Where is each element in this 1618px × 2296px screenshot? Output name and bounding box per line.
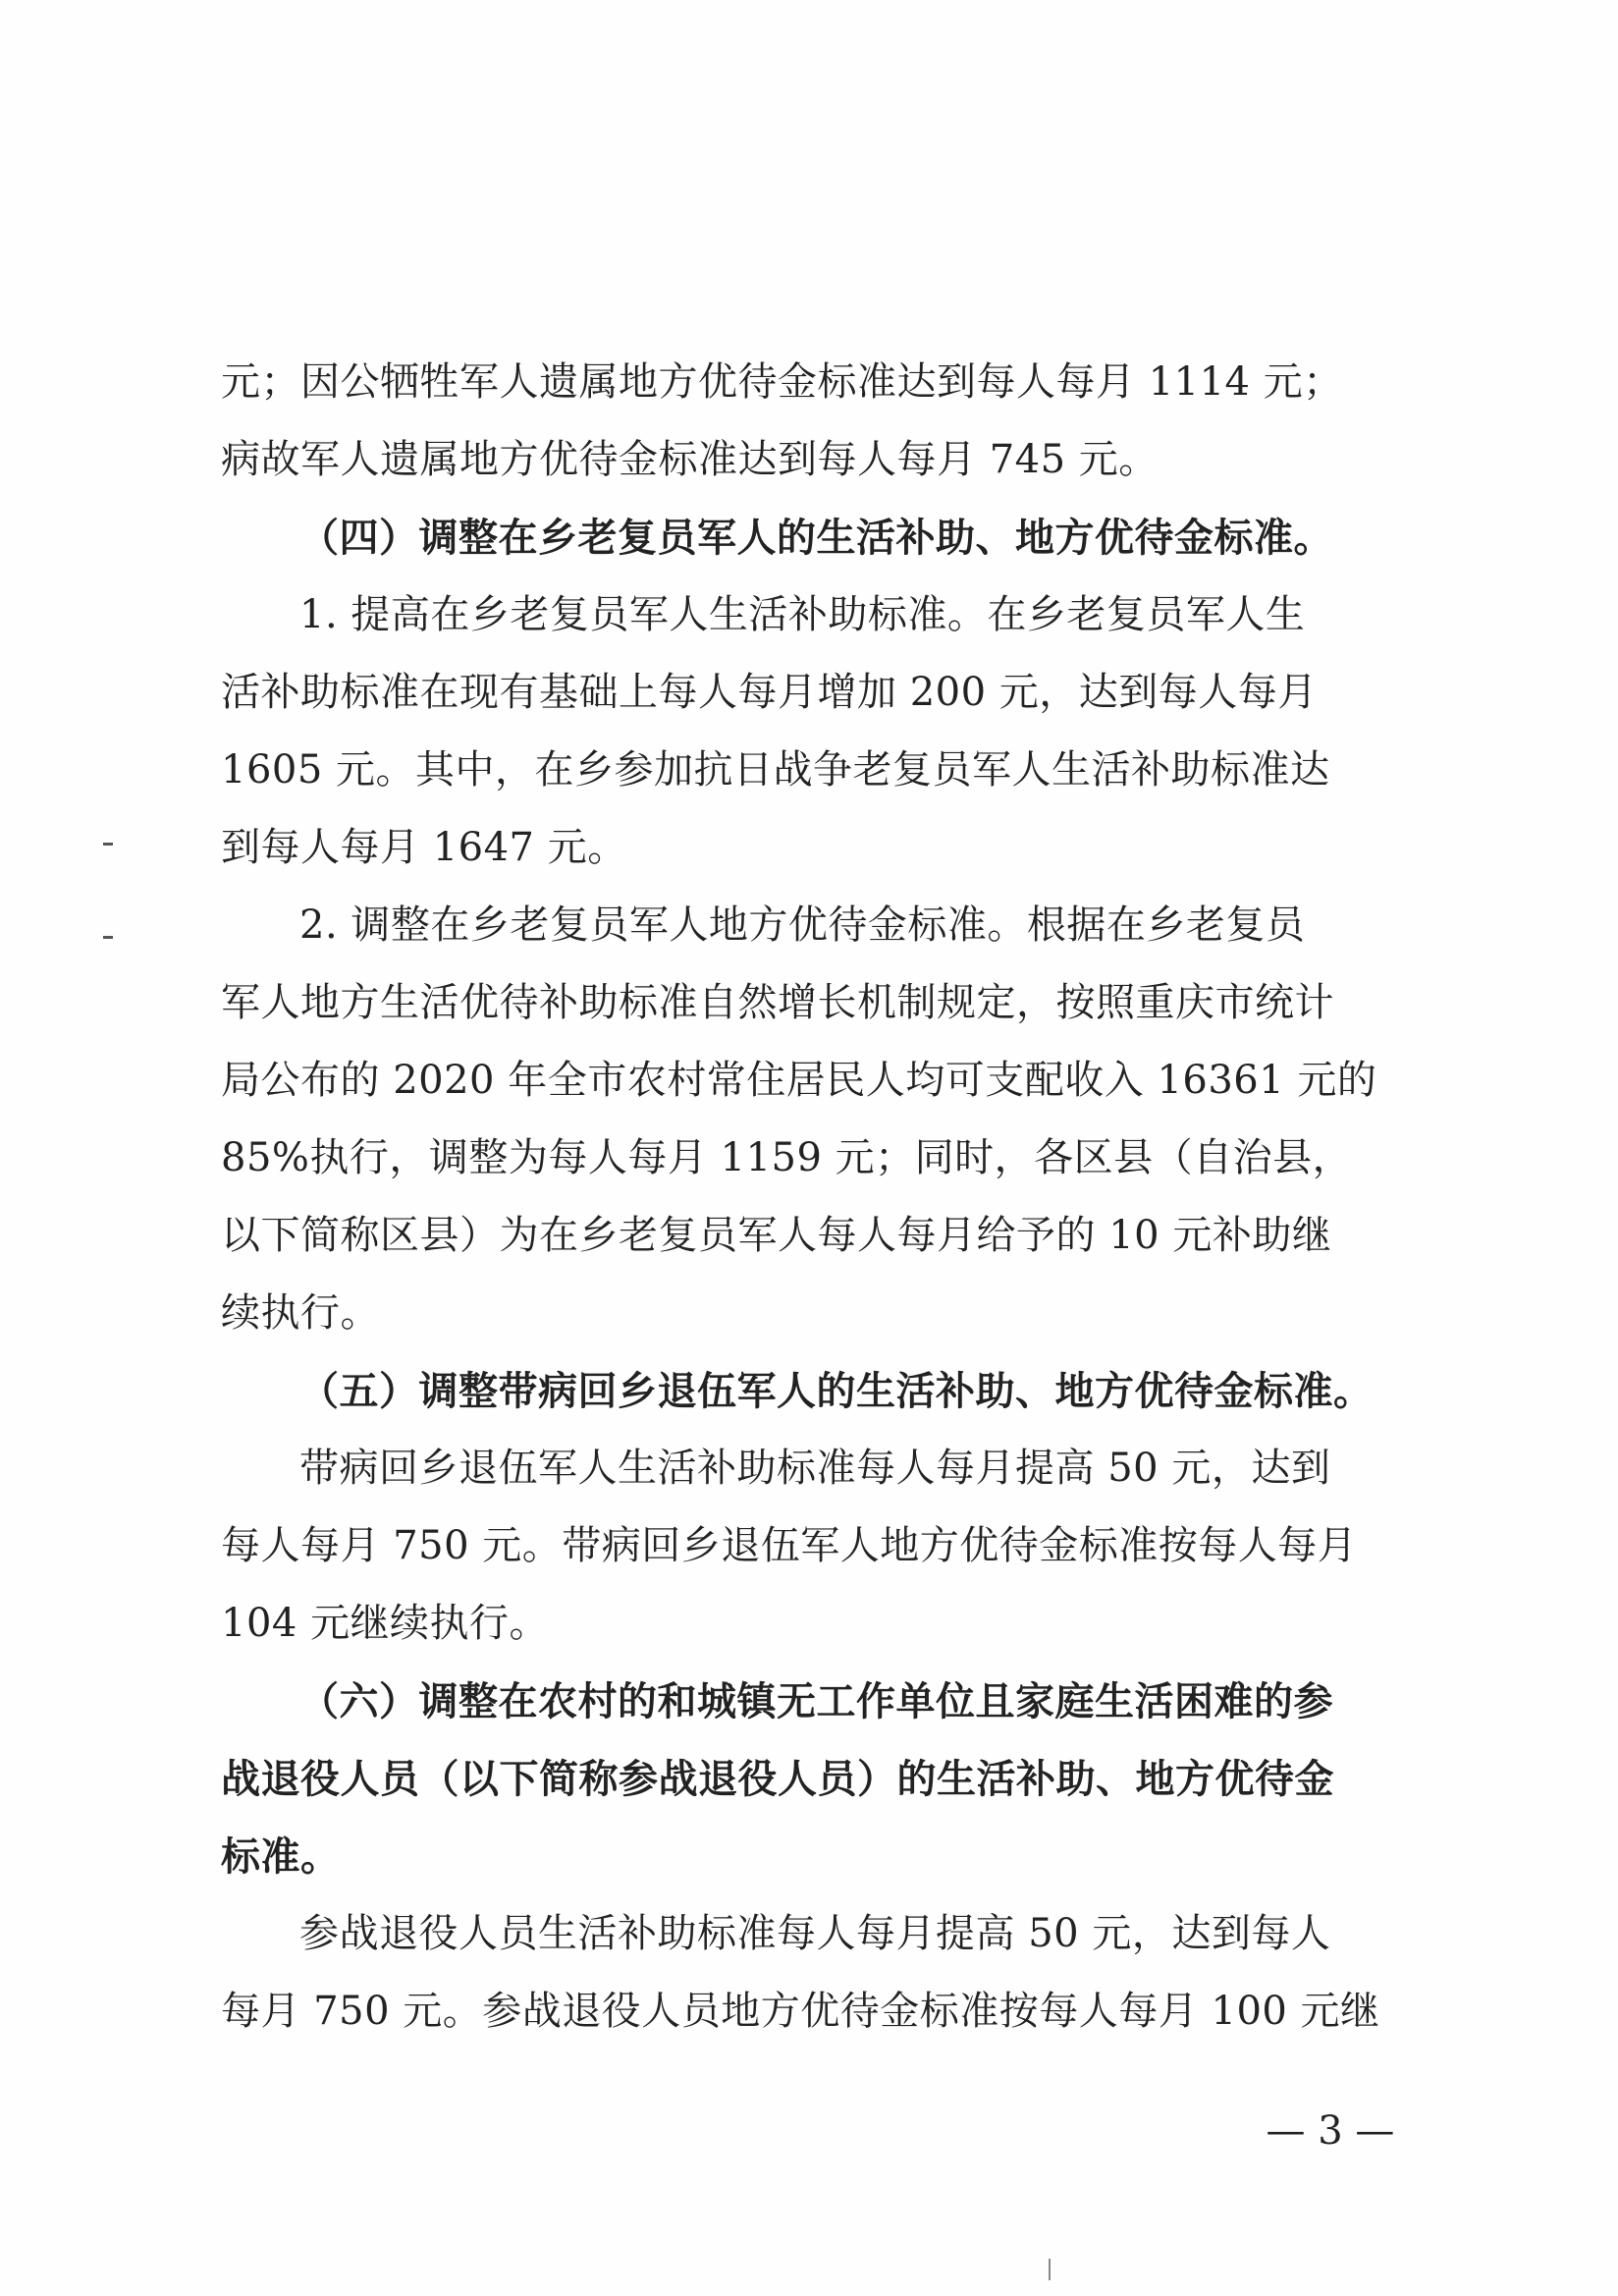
body-line: 以下简称区县）为在乡老复员军人每人每月给予的 10 元补助继 xyxy=(221,1213,1332,1258)
body-line: 续执行。 xyxy=(221,1290,380,1336)
margin-mark xyxy=(103,843,113,846)
body-line: 活补助标准在现有基础上每人每月增加 200 元，达到每人每月 xyxy=(221,670,1318,715)
body-line: 每人每月 750 元。带病回乡退伍军人地方优待金标准按每人每月 xyxy=(221,1523,1358,1568)
section-heading-6: （六）调整在农村的和城镇无工作单位且家庭生活困难的参 xyxy=(299,1678,1333,1724)
page-number: — 3 — xyxy=(1266,2108,1395,2154)
body-line: 每月 750 元。参战退役人员地方优待金标准按每人每月 100 元继 xyxy=(221,1989,1380,2034)
body-line: 带病回乡退伍军人生活补助标准每人每月提高 50 元，达到 xyxy=(299,1446,1331,1491)
section-heading-6-cont: 标准。 xyxy=(221,1833,341,1880)
body-line: 1. 提高在乡老复员军人生活补助标准。在乡老复员军人生 xyxy=(299,592,1306,637)
body-line: 到每人每月 1647 元。 xyxy=(221,825,627,870)
body-line: 局公布的 2020 年全市农村常住居民人均可支配收入 16361 元的 xyxy=(221,1058,1377,1103)
section-heading-4: （四）调整在乡老复员军人的生活补助、地方优待金标准。 xyxy=(299,515,1333,561)
section-heading-5: （五）调整带病回乡退伍军人的生活补助、地方优待金标准。 xyxy=(299,1368,1374,1414)
body-line: 104 元继续执行。 xyxy=(221,1601,550,1646)
body-line: 元；因公牺牲军人遗属地方优待金标准达到每人每月 1114 元； xyxy=(221,359,1343,405)
body-line: 85%执行，调整为每人每月 1159 元；同时，各区县（自治县， xyxy=(221,1135,1353,1180)
margin-mark xyxy=(1049,2259,1051,2280)
body-line: 军人地方生活优待补助标准自然增长机制规定，按照重庆市统计 xyxy=(221,980,1334,1025)
body-line: 病故军人遗属地方优待金标准达到每人每月 745 元。 xyxy=(221,437,1159,482)
body-line: 1605 元。其中，在乡参加抗日战争老复员军人生活补助标准达 xyxy=(221,747,1330,793)
section-heading-6-cont: 战退役人员（以下简称参战退役人员）的生活补助、地方优待金 xyxy=(221,1756,1334,1802)
body-line: 2. 调整在乡老复员军人地方优待金标准。根据在乡老复员 xyxy=(299,902,1306,948)
margin-mark xyxy=(103,936,113,939)
body-line: 参战退役人员生活补助标准每人每月提高 50 元，达到每人 xyxy=(299,1911,1331,1956)
document-body xyxy=(221,344,1389,2050)
